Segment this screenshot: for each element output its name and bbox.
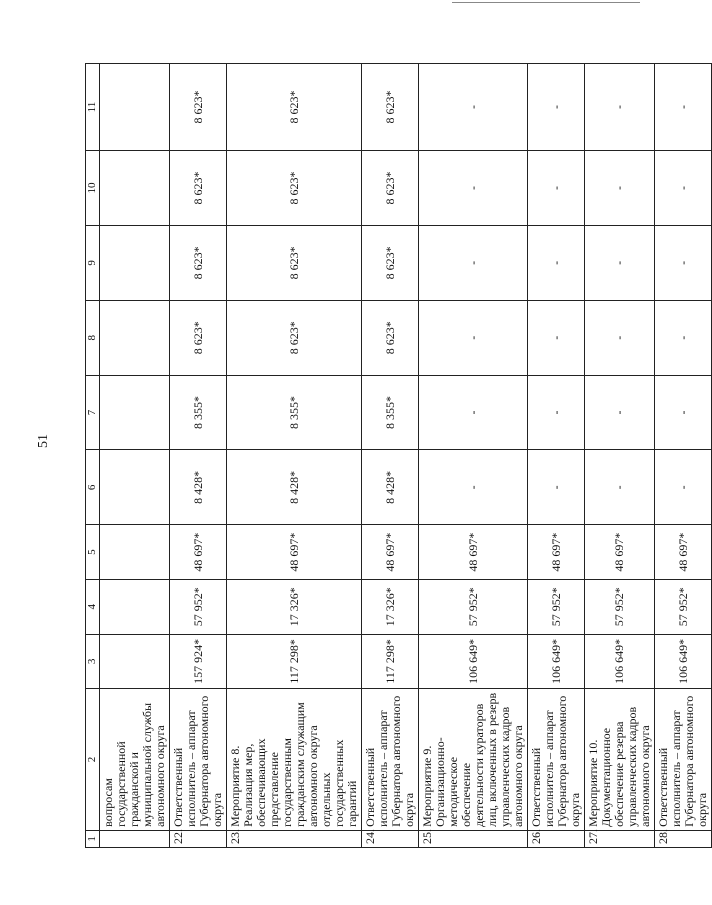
value-cell: - [419, 225, 528, 300]
value-cell: - [419, 64, 528, 151]
value-cell: 17 326* [362, 579, 419, 634]
value-cell: 57 952* [419, 579, 528, 634]
value-cell: - [528, 151, 585, 226]
description-cell: Ответственный исполнитель – аппарат Губернатора автономного округа [362, 689, 419, 831]
column-header: 2 [86, 689, 100, 831]
value-cell: 8 623* [170, 64, 227, 151]
value-cell: - [419, 375, 528, 450]
value-cell: 8 428* [170, 450, 227, 525]
column-header: 3 [86, 634, 100, 689]
value-cell: 57 952* [655, 579, 712, 634]
value-cell: - [655, 64, 712, 151]
row-number-cell [100, 830, 170, 847]
value-cell: 8 623* [362, 64, 419, 151]
value-cell: - [419, 300, 528, 375]
value-cell: 48 697* [655, 525, 712, 580]
value-cell: 106 649* [419, 634, 528, 689]
value-cell: 8 623* [170, 151, 227, 226]
value-cell: 8 428* [362, 450, 419, 525]
value-cell [100, 579, 170, 634]
column-header: 7 [86, 375, 100, 450]
value-cell: - [528, 225, 585, 300]
value-cell: - [655, 300, 712, 375]
value-cell: - [655, 225, 712, 300]
table-row [362, 64, 419, 848]
table-row [655, 64, 712, 848]
value-cell: 48 697* [170, 525, 227, 580]
value-cell: - [585, 225, 655, 300]
row-number-cell: 24. [362, 830, 419, 847]
value-cell: 57 952* [170, 579, 227, 634]
value-cell: 8 623* [170, 300, 227, 375]
value-cell: 17 326* [227, 579, 362, 634]
value-cell: 106 649* [655, 634, 712, 689]
value-cell [100, 225, 170, 300]
value-cell: 117 298* [362, 634, 419, 689]
value-cell [100, 300, 170, 375]
description-cell: Мероприятие 10. Документационное обеспечение резерва управленческих кадров автономного округа [585, 689, 655, 831]
value-cell: - [655, 375, 712, 450]
row-number-cell: 26. [528, 830, 585, 847]
scan-edge-line [452, 2, 640, 3]
value-cell: - [528, 450, 585, 525]
data-table [85, 63, 712, 848]
value-cell: - [585, 450, 655, 525]
column-header: 9 [86, 225, 100, 300]
description-cell: Ответственный исполнитель – аппарат Губернатора автономного округа [528, 689, 585, 831]
value-cell: 117 298* [227, 634, 362, 689]
rotated-table-container [85, 63, 709, 848]
value-cell: 8 623* [170, 225, 227, 300]
value-cell: 8 623* [362, 300, 419, 375]
value-cell: - [585, 64, 655, 151]
value-cell: - [585, 300, 655, 375]
value-cell: 8 355* [362, 375, 419, 450]
table-row [170, 64, 227, 848]
header-row [86, 64, 100, 848]
value-cell: - [419, 450, 528, 525]
value-cell: 48 697* [585, 525, 655, 580]
description-cell: Ответственный исполнитель – аппарат Губернатора автономного округа [170, 689, 227, 831]
value-cell: 8 355* [227, 375, 362, 450]
table-row [227, 64, 362, 848]
value-cell: - [655, 151, 712, 226]
value-cell: 48 697* [528, 525, 585, 580]
table-row [528, 64, 585, 848]
value-cell: 8 623* [227, 300, 362, 375]
value-cell: - [419, 151, 528, 226]
value-cell [100, 525, 170, 580]
column-header: 1 [86, 830, 100, 847]
row-number-cell: 25. [419, 830, 528, 847]
page-number: 51 [36, 434, 51, 448]
value-cell: 8 355* [170, 375, 227, 450]
description-cell: Ответственный исполнитель – аппарат Губернатора автономного округа [655, 689, 712, 831]
description-cell: Мероприятие 8. Реализация мер, обеспечивающих представление государственным гражданским служащим автономного округа отдельных государственных гарантий [227, 689, 362, 831]
row-number-cell: 27. [585, 830, 655, 847]
row-number-cell: 22. [170, 830, 227, 847]
value-cell: - [655, 450, 712, 525]
value-cell: 8 623* [362, 151, 419, 226]
value-cell: 106 649* [528, 634, 585, 689]
value-cell [100, 151, 170, 226]
value-cell: 48 697* [419, 525, 528, 580]
value-cell: 157 924* [170, 634, 227, 689]
value-cell [100, 634, 170, 689]
value-cell: - [528, 64, 585, 151]
table-row [419, 64, 528, 848]
row-number-cell: 28. [655, 830, 712, 847]
value-cell: 48 697* [362, 525, 419, 580]
value-cell: 57 952* [585, 579, 655, 634]
value-cell: - [585, 375, 655, 450]
value-cell: 48 697* [227, 525, 362, 580]
value-cell [100, 375, 170, 450]
value-cell: 106 649* [585, 634, 655, 689]
column-header: 8 [86, 300, 100, 375]
value-cell: - [528, 375, 585, 450]
value-cell: 8 428* [227, 450, 362, 525]
column-header: 10 [86, 151, 100, 226]
value-cell: 8 623* [362, 225, 419, 300]
column-header: 5 [86, 525, 100, 580]
value-cell: - [585, 151, 655, 226]
table-row [100, 64, 170, 848]
value-cell: - [528, 300, 585, 375]
row-number-cell: 23. [227, 830, 362, 847]
table-body [86, 64, 712, 848]
column-header: 6 [86, 450, 100, 525]
value-cell [100, 450, 170, 525]
column-header: 11 [86, 64, 100, 151]
column-header: 4 [86, 579, 100, 634]
value-cell: 8 623* [227, 225, 362, 300]
value-cell [100, 64, 170, 151]
value-cell: 57 952* [528, 579, 585, 634]
description-cell: Мероприятие 9. Организационно-методическое обеспечение деятельности кураторов лиц, включенных в резерв управленческих кадров автономного округа [419, 689, 528, 831]
value-cell: 8 623* [227, 151, 362, 226]
value-cell: 8 623* [227, 64, 362, 151]
description-cell: вопросам государственной гражданской и муниципальной службы автономного округа [100, 689, 170, 831]
table-row [585, 64, 655, 848]
